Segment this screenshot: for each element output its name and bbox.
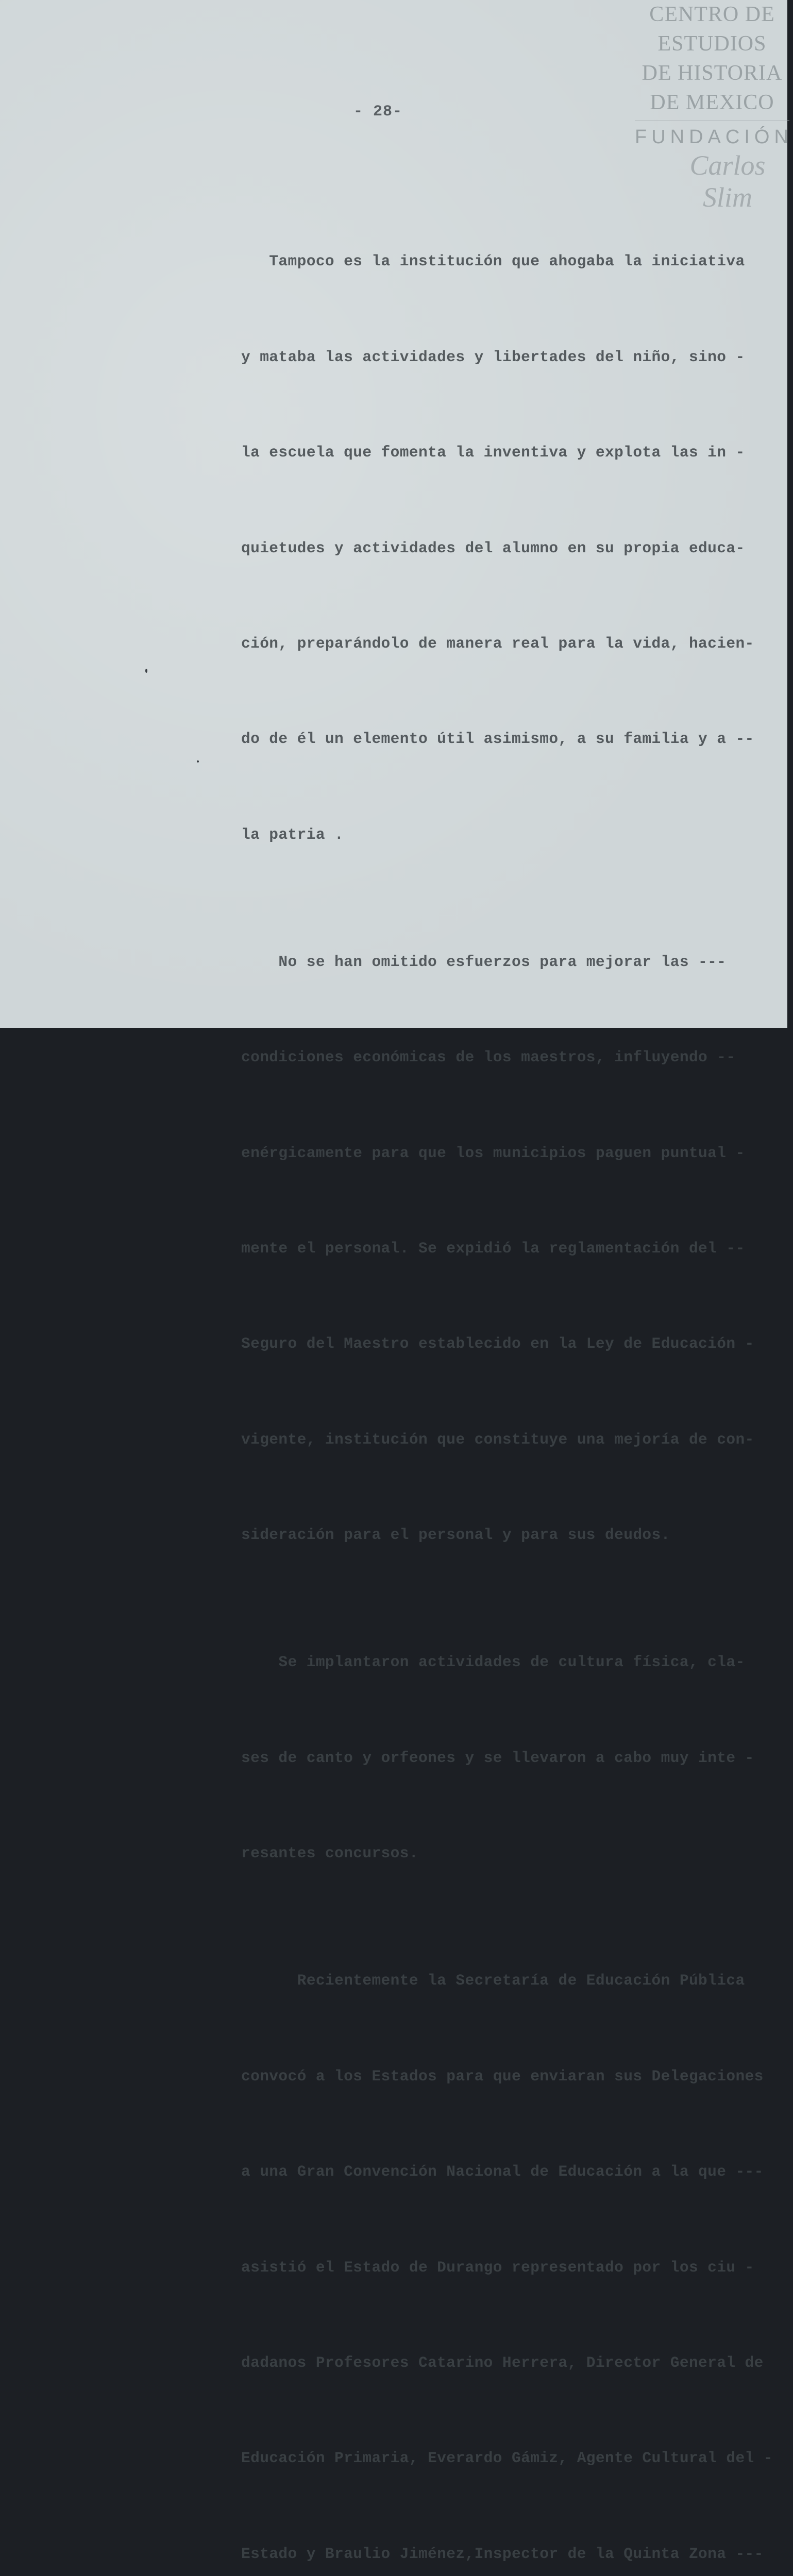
text-line: sideración para el personal y para sus deudos. <box>241 1526 670 1544</box>
text-line: la patria . <box>241 825 344 843</box>
text-line: dadanos Profesores Catarino Herrera, Director General de <box>241 2353 764 2371</box>
typewritten-body <box>241 150 773 2576</box>
watermark-foundation: FUNDACIÓN <box>635 126 793 148</box>
text-line: vigente, institución que constituye una mejoría de con- <box>241 1430 754 1448</box>
text-line: No se han omitido esfuerzos para mejorar las --- <box>241 953 727 971</box>
paper-speck <box>145 669 147 673</box>
watermark-line: DE HISTORIA <box>642 61 783 85</box>
text-line: Estado y Braulio Jiménez,Inspector de la Quinta Zona --- <box>241 2545 764 2563</box>
text-line: Se implantaron actividades de cultura física, cla- <box>241 1653 745 1671</box>
text-line: Recientemente la Secretaría de Educación Pública <box>241 1972 745 1990</box>
text-line: la escuela que fomenta la inventiva y explota las in - <box>241 444 745 462</box>
text-line: ses de canto y orfeones y se llevaron a cabo muy inte - <box>241 1749 754 1767</box>
text-line: enérgicamente para que los municipios paguen puntual - <box>241 1144 745 1162</box>
watermark-signature: Carlos Slim <box>689 150 766 213</box>
text-line: Educación Primaria, Everardo Gámiz, Agente Cultural del - <box>241 2449 773 2467</box>
text-line: y mataba las actividades y libertades del niño, sino - <box>241 348 745 366</box>
text-line: condiciones económicas de los maestros, influyendo -- <box>241 1048 736 1066</box>
text-line: asistió el Estado de Durango representado por los ciu - <box>241 2258 754 2276</box>
watermark-line: CENTRO DE <box>649 3 775 26</box>
text-line: ción, preparándolo de manera real para la vida, hacien- <box>241 634 754 652</box>
text-line: quietudes y actividades del alumno en su propia educa- <box>241 539 745 557</box>
text-line: do de él un elemento útil asimismo, a su familia y a -- <box>241 730 754 748</box>
watermark-line: DE MEXICO <box>650 91 774 114</box>
watermark-line: ESTUDIOS <box>657 32 767 56</box>
text-line: Seguro del Maestro establecido en la Ley de Educación - <box>241 1335 754 1353</box>
text-line: mente el personal. Se expidió la reglamentación del -- <box>241 1240 745 1258</box>
page-number: - 28- <box>353 103 403 121</box>
text-line: Tampoco es la institución que ahogaba la iniciativa <box>241 252 745 270</box>
text-line: convocó a los Estados para que enviaran sus Delegaciones <box>241 2067 764 2085</box>
text-line: a una Gran Convención Nacional de Educación a la que --- <box>241 2163 764 2181</box>
paper-speck <box>197 760 199 762</box>
text-line: resantes concursos. <box>241 1844 418 1862</box>
